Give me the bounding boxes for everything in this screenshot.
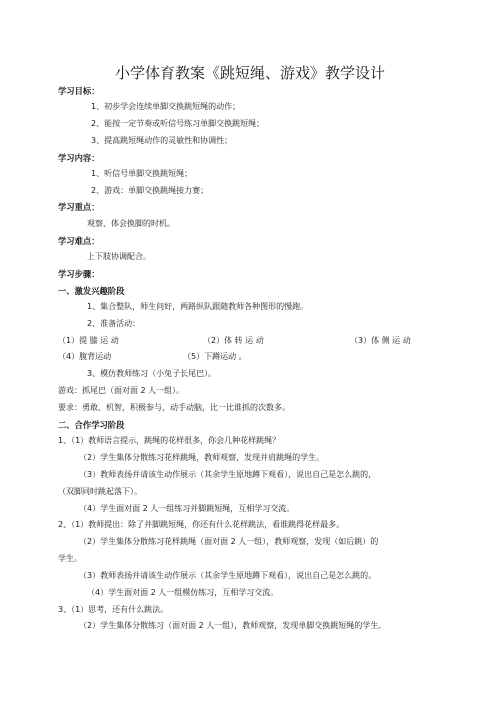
stage1-line: 1、集合整队，师生问好，两路纵队跟随教师各种图形的慢跑。 bbox=[87, 302, 309, 311]
stage2-line: （2）学生集体分散练习花样跳绳（面对面 2 人一组），教师观察，发现（如后跳）的 bbox=[79, 537, 379, 546]
stage1-line: 2、准备活动： bbox=[87, 319, 141, 328]
difficulty-heading: 学习难点： bbox=[58, 236, 100, 246]
stage2-line: （2）学生集体分散练习花样跳绳，教师观察，发现并肩跳绳的学生。 bbox=[79, 453, 325, 462]
warmup-item: （5）下蹲运动 。 bbox=[183, 352, 247, 361]
requirement-line: 要求：勇敢、机智，积极参与，动手动脑，比一比谁抓的次数多。 bbox=[58, 403, 290, 412]
steps-heading: 学习步骤： bbox=[58, 269, 100, 279]
stage2-line: （双脚同时跳起落下）。 bbox=[58, 487, 142, 496]
warmup-item: （4）腹背运动 bbox=[58, 352, 112, 361]
document-title: 小学体育教案《跳短绳、游戏》教学设计 bbox=[114, 64, 385, 82]
content-item: 1、听信号单脚交换跳短绳； bbox=[91, 169, 193, 178]
stage1-line: 3、模仿教师练习（小兔子长尾巴）。 bbox=[87, 369, 217, 378]
stage2-line: 2、（1）教师提出：除了并脚跳短绳，你还有什么花样跳法，看谁跳得花样最多。 bbox=[58, 520, 345, 529]
objectives-heading: 学习目标： bbox=[58, 86, 100, 96]
game-line: 游戏：抓尾巴（面对面 2 人一组）。 bbox=[58, 386, 185, 395]
stage1-heading: 一、激发兴趣阶段 bbox=[58, 286, 125, 296]
stage2-line: （2）学生集体分散练习（面对面 2 人一组），教师观察，发现单脚交换跳短绳的学生。 bbox=[79, 621, 387, 630]
stage2-line: 学生。 bbox=[58, 554, 82, 563]
key-point-heading: 学习重点： bbox=[58, 202, 100, 212]
warmup-item: （3）体 侧 运 动 bbox=[350, 336, 411, 345]
warmup-item: （1）提 膝 运 动 bbox=[58, 336, 119, 345]
stage2-line: （4）学生面对面 2 人一组练习并脚跳短绳，互相学习交流。 bbox=[79, 504, 295, 513]
stage2-line: （4）学生面对面 2 人一组模仿练习，互相学习交流。 bbox=[87, 588, 279, 597]
warmup-item: （2）体 转 运 动 bbox=[203, 336, 264, 345]
stage2-heading: 二、合作学习阶段 bbox=[58, 420, 125, 430]
stage2-line: 3、（1）思考，还有什么跳法。 bbox=[58, 605, 169, 614]
stage2-line: 1、（1）教师语言提示，跳绳的花样很多，你会几种花样跳绳？ bbox=[58, 436, 281, 445]
objective-item: 1、初步学会连续单脚交换跳短绳的动作； bbox=[91, 102, 241, 111]
objective-item: 2、能按一定节奏或听信号练习单脚交换跳短绳； bbox=[91, 119, 265, 128]
key-point-text: 观察、体会换脚的时机。 bbox=[87, 219, 175, 228]
objective-item: 3、提高跳短绳动作的灵敏性和协调性； bbox=[91, 136, 233, 145]
content-heading: 学习内容： bbox=[58, 153, 100, 163]
difficulty-text: 上下肢协调配合。 bbox=[87, 252, 151, 261]
stage2-line: （3）教师表扬并请该生动作展示（其余学生原地蹲下观看），说出自己是怎么跳的。 bbox=[79, 571, 377, 580]
content-item: 2、游戏：单脚交换跳绳接力赛； bbox=[91, 186, 209, 195]
stage2-line: （3）教师表扬并请该生动作展示（其余学生原地蹲下观看），说出自己是怎么跳的， bbox=[79, 470, 377, 479]
